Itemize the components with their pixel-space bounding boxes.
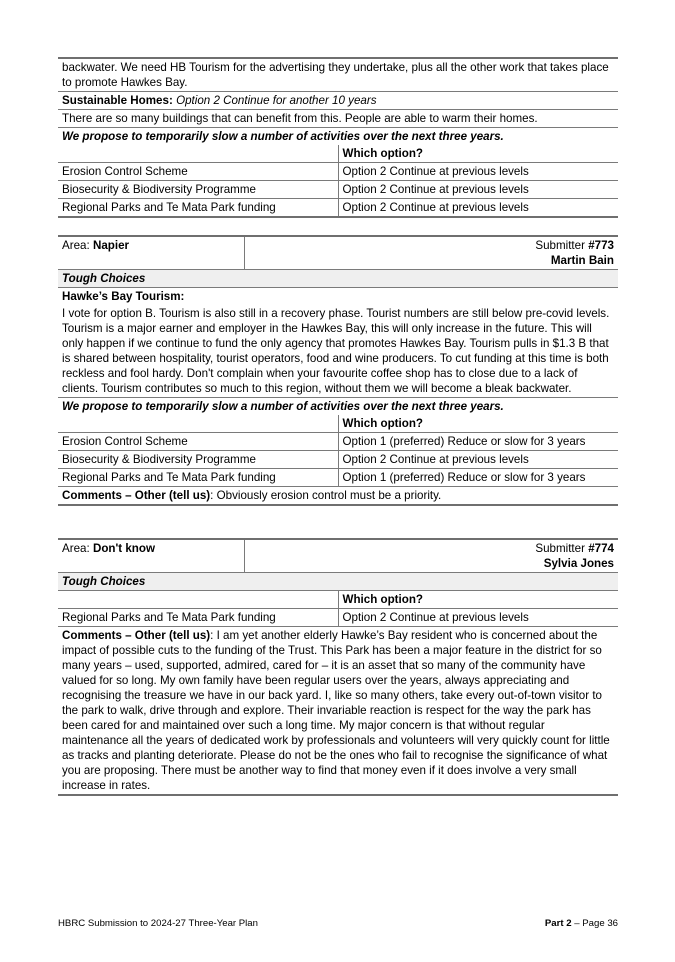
comments-label: Comments – Other (tell us) [62, 629, 211, 642]
activity-cell: Erosion Control Scheme [58, 433, 338, 451]
submitter-label: Submitter [535, 542, 585, 555]
comments-row [58, 487, 618, 506]
comments-row [58, 627, 618, 796]
submitter-number: #774 [588, 542, 614, 555]
section-title: Tough Choices [58, 270, 618, 288]
table-row [58, 609, 618, 627]
submission-773 [58, 235, 618, 506]
footer-page-number [545, 916, 618, 931]
which-option-header: Which option? [342, 593, 423, 606]
tourism-text: I vote for option B. Tourism is also still in a recovery phase. Tourist numbers are still below pre-covid levels. Tourism is a major earner and employer in the Hawkes Bay, this will only increase in the future. This will only happen if we continue to fund the only agency that promotes Hawkes Bay. Tourism pulls in $1.3 B that is shared between hospitality, tourist operators, food and wine producers. To cut funding at this time is both reckless and fool hardy. Don't complain when your favourite coffee shop has to close due to a lack of clients. Tourism contributes so much to this region, without them we will become a bleak backwater. [58, 305, 618, 398]
sustainable-homes-row [58, 92, 618, 110]
option-cell: Option 2 Continue at previous levels [338, 181, 618, 199]
option-cell: Option 2 Continue at previous levels [338, 199, 618, 218]
submitter-name: Martin Bain [550, 254, 614, 267]
submitter-name: Sylvia Jones [543, 557, 614, 570]
footer-part: Part 2 [544, 918, 572, 929]
table-row [58, 199, 618, 218]
table-row [58, 163, 618, 181]
submitter-number: #773 [588, 239, 614, 252]
propose-heading: We propose to temporarily slow a number of activities over the next three years. [62, 130, 504, 143]
table-row [58, 181, 618, 199]
sustainable-homes-option: Option 2 Continue for another 10 years [176, 94, 377, 107]
propose-heading: We propose to temporarily slow a number of activities over the next three years. [62, 400, 504, 413]
submitter-cell [245, 236, 619, 270]
which-option-header: Which option? [342, 417, 423, 430]
table-row [58, 451, 618, 469]
area-label: Area: [62, 239, 90, 252]
intro-text: backwater. We need HB Tourism for the advertising they undertake, plus all the other work that takes place to promote Hawkes Bay. [58, 58, 618, 92]
comments-label: Comments – Other (tell us) [62, 489, 211, 502]
option-cell: Option 2 Continue at previous levels [338, 609, 618, 627]
activity-cell: Biosecurity & Biodiversity Programme [58, 451, 338, 469]
area-label: Area: [62, 542, 90, 555]
topic-heading: Hawke’s Bay Tourism: [62, 290, 185, 303]
option-cell: Option 1 (preferred) Reduce or slow for 3 years [338, 469, 618, 487]
footer-document-title: HBRC Submission to 2024-27 Three-Year Plan [58, 918, 258, 929]
sustainable-homes-text: There are so many buildings that can benefit from this. People are able to warm their homes. [58, 110, 618, 128]
table-row [58, 433, 618, 451]
option-cell: Option 1 (preferred) Reduce or slow for 3 years [338, 433, 618, 451]
activity-cell: Regional Parks and Te Mata Park funding [58, 469, 338, 487]
area-value: Napier [92, 239, 130, 252]
activity-cell: Biosecurity & Biodiversity Programme [58, 181, 338, 199]
submitter-label: Submitter [535, 239, 585, 252]
section-title: Tough Choices [58, 573, 618, 591]
submission-continuation [58, 57, 618, 218]
area-value: Don't know [92, 542, 155, 555]
option-cell: Option 2 Continue at previous levels [338, 451, 618, 469]
activity-cell: Erosion Control Scheme [58, 163, 338, 181]
sustainable-homes-label: Sustainable Homes: [62, 94, 173, 107]
activity-cell: Regional Parks and Te Mata Park funding [58, 199, 338, 218]
submitter-cell [245, 539, 619, 573]
option-cell: Option 2 Continue at previous levels [338, 163, 618, 181]
comments-text: : Obviously erosion control must be a priority. [210, 489, 442, 502]
table-row [58, 469, 618, 487]
footer-page: – Page 36 [571, 918, 618, 929]
activity-cell: Regional Parks and Te Mata Park funding [58, 609, 338, 627]
area-cell [58, 236, 245, 270]
submission-774 [58, 538, 618, 796]
area-cell [58, 539, 245, 573]
comments-text: : I am yet another elderly Hawke’s Bay resident who is concerned about the impact of possible cuts to the funding of the Trust. This Park has been a major feature in the district for so many years – used, supported, admired, cared for – it is an asset that so many of the community have valued for so long. My own family have been regular users over the years, always appreciating and recognising the treasure we have in our back yard. I, like so many others, take every out-of-town visitor to the park to walk, drive through and explore. Their invariable reaction is respect for the way the park has been cared for and maintained over such a long time. My major concern is that without regular maintenance all the years of dedicated work by professionals and volunteers will very quickly count for little as tracks and planting deteriorate. Please do not be the ones who fail to recognise the significance of what you are proposing. There must be another way to find that money even if it does involve a very small increase in rates. [62, 629, 610, 792]
which-option-header: Which option? [342, 147, 423, 160]
